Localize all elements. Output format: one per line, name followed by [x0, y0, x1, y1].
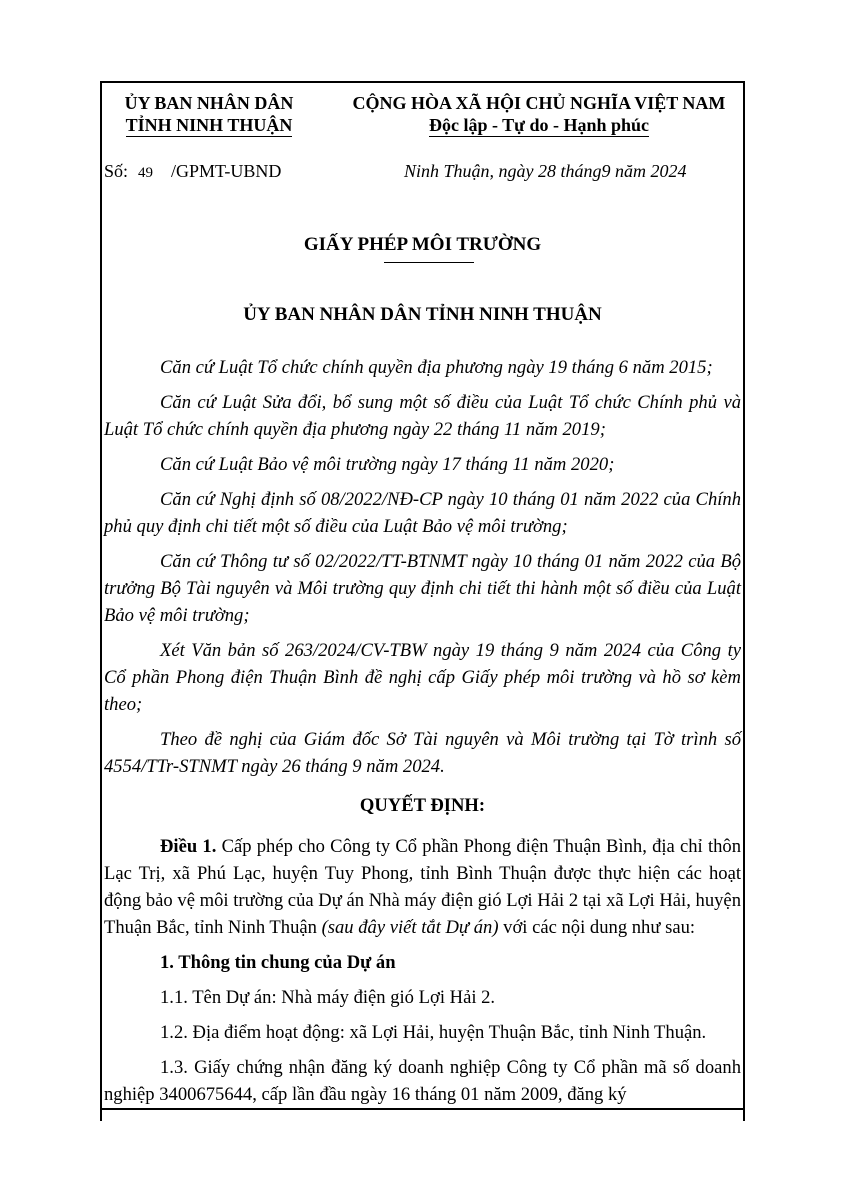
national-heading	[334, 92, 744, 137]
section-1-item: 1.2. Địa điểm hoạt động: xã Lợi Hải, huyện Thuận Bắc, tỉnh Ninh Thuận.	[160, 1022, 707, 1043]
preamble-item: Căn cứ Thông tư số 02/2022/TT-BTNMT ngày 10 tháng 01 năm 2022 của Bộ trưởng Bộ Tài nguyên và Môi trường quy định chi tiết thi hành một số điều của Luật Bảo vệ môi trường;	[104, 551, 741, 626]
section-1-item: 1.1. Tên Dự án: Nhà máy điện gió Lợi Hải 2.	[160, 987, 496, 1008]
article-1-note: (sau đây viết tắt Dự án)	[321, 917, 499, 938]
preamble-item: Căn cứ Luật Sửa đổi, bổ sung một số điều của Luật Tổ chức Chính phủ và Luật Tổ chức chính quyền địa phương ngày 22 tháng 11 năm 2019;	[104, 392, 741, 440]
article-1-text-end: với các nội dung như sau:	[498, 917, 696, 938]
document-title: GIẤY PHÉP MÔI TRƯỜNG	[303, 234, 542, 255]
document-number: Số: 49 /GPMT-UBND	[104, 161, 282, 181]
document-body	[104, 354, 741, 1116]
agency-line1: ỦY BAN NHÂN DÂN	[124, 93, 294, 113]
national-motto: Độc lập - Tự do - Hạnh phúc	[428, 115, 650, 135]
preamble-item: Căn cứ Luật Bảo vệ môi trường ngày 17 tháng 11 năm 2020;	[160, 454, 615, 475]
preamble-item: Căn cứ Nghị định số 08/2022/NĐ-CP ngày 10 tháng 01 năm 2022 của Chính phủ quy định chi tiết một số điều của Luật Bảo vệ môi trường;	[104, 489, 741, 537]
article-1-label: Điều 1.	[160, 836, 217, 857]
document	[104, 86, 742, 1105]
preamble-item: Căn cứ Luật Tổ chức chính quyền địa phương ngày 19 tháng 6 năm 2015;	[160, 357, 713, 378]
preamble-item: Theo đề nghị của Giám đốc Sở Tài nguyên và Môi trường tại Tờ trình số 4554/TTr-STNMT ngày 26 tháng 9 năm 2024.	[104, 729, 741, 777]
article-1	[104, 833, 741, 941]
article-1-text: Cấp phép cho Công ty Cổ phần Phong điện Thuận Bình, địa chỉ thôn Lạc Trị, xã Phú Lạc, huyện Tuy Phong, tỉnh Bình Thuận được thực hiện các hoạt động bảo vệ môi trường của Dự án Nhà máy điện gió Lợi Hải 2 tại xã Lợi Hải, huyện Thuận Bắc, tỉnh Ninh Thuận	[104, 836, 742, 938]
agency-line2: TỈNH NINH THUẬN	[125, 115, 293, 135]
issuer-name: ỦY BAN NHÂN DÂN TỈNH NINH THUẬN	[243, 304, 602, 325]
agency-block	[104, 92, 314, 137]
preamble-item: Xét Văn bản số 263/2024/CV-TBW ngày 19 tháng 9 năm 2024 của Công ty Cổ phần Phong điện Thuận Bình đề nghị cấp Giấy phép môi trường và hồ sơ kèm theo;	[104, 640, 741, 715]
decision-heading: QUYẾT ĐỊNH:	[359, 795, 486, 816]
document-header	[104, 86, 741, 181]
section-1-item: 1.3. Giấy chứng nhận đăng ký doanh nghiệp Công ty Cổ phần mã số doanh nghiệp 3400675644, cấp lần đầu ngày 16 tháng 01 năm 2009, đăng ký	[104, 1057, 741, 1105]
section-1-heading: 1. Thông tin chung của Dự án	[160, 952, 396, 973]
place-date: Ninh Thuận, ngày 28 tháng9 năm 2024	[404, 161, 687, 181]
country-name: CỘNG HÒA XÃ HỘI CHỦ NGHĨA VIỆT NAM	[352, 93, 726, 113]
title-underline	[384, 262, 474, 263]
